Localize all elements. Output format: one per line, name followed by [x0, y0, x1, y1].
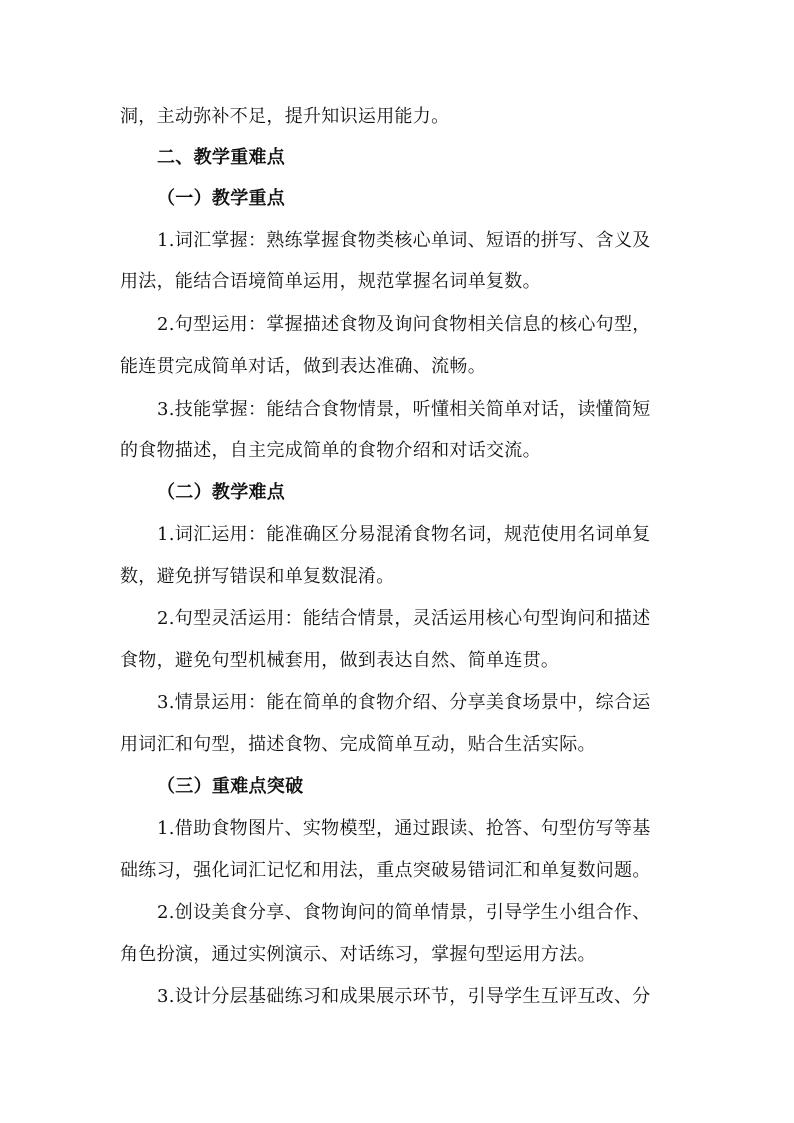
paragraph-line: 角色扮演，通过实例演示、对话练习，掌握句型运用方法。: [120, 944, 596, 965]
paragraph-line: 2.创设美食分享、食物询问的简单情景，引导学生小组合作、: [157, 902, 651, 923]
paragraph-line: 1.词汇掌握：熟练掌握食物类核心单词、短语的拼写、含义及: [157, 230, 651, 251]
paragraph-line: 2.句型灵活运用：能结合情景，灵活运用核心句型询问和描述: [157, 608, 651, 629]
section-heading: 二、教学重难点: [157, 147, 286, 168]
subsection-heading: （三）重难点突破: [157, 776, 304, 797]
paragraph-line: 食物，避免句型机械套用，做到表达自然、简单连贯。: [120, 650, 560, 671]
paragraph-line: 1.词汇运用：能准确区分易混淆食物名词，规范使用名词单复: [157, 524, 651, 545]
subsection-heading: （一）教学重点: [157, 188, 286, 209]
paragraph-line: 能连贯完成简单对话，做到表达准确、流畅。: [120, 356, 486, 377]
paragraph-line: 3.设计分层基础练习和成果展示环节，引导学生互评互改、分: [157, 986, 651, 1007]
subsection-heading: （二）教学难点: [157, 482, 286, 503]
paragraph-line: 洞，主动弥补不足，提升知识运用能力。: [120, 106, 450, 127]
paragraph-line: 3.情景运用：能在简单的食物介绍、分享美食场景中，综合运: [157, 692, 651, 713]
paragraph-line: 用词汇和句型，描述食物、完成简单互动，贴合生活实际。: [120, 734, 596, 755]
paragraph-line: 3.技能掌握：能结合食物情景，听懂相关简单对话，读懂简短: [157, 399, 651, 420]
paragraph-line: 1.借助食物图片、实物模型，通过跟读、抢答、句型仿写等基: [157, 818, 651, 839]
paragraph-line: 数，避免拼写错误和单复数混淆。: [120, 566, 395, 587]
paragraph-line: 的食物描述，自主完成简单的食物介绍和对话交流。: [120, 440, 541, 461]
paragraph-line: 用法，能结合语境简单运用，规范掌握名词单复数。: [120, 271, 541, 292]
paragraph-line: 础练习，强化词汇记忆和用法，重点突破易错词汇和单复数问题。: [120, 860, 651, 881]
paragraph-line: 2.句型运用：掌握描述食物及询问食物相关信息的核心句型，: [157, 314, 651, 335]
